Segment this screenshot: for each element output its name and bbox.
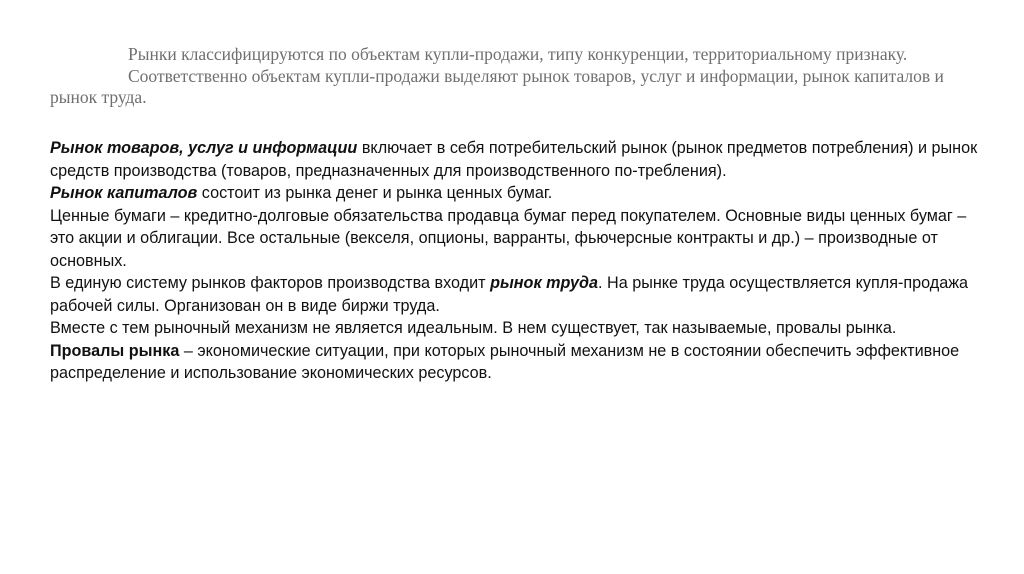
- intro-paragraph-1: Рынки классифицируются по объектам купли-продажи, типу конкуренции, территориальному признаку.: [128, 44, 908, 64]
- labor-market-after: . На рынке труда осуществляется купля-продажа рабочей силы. Организован он в виде биржи труда.: [50, 274, 969, 315]
- capital-market-term: Рынок капиталов: [50, 184, 198, 202]
- intro-text-block: [50, 44, 980, 109]
- securities-paragraph: Ценные бумаги – кредитно-долговые обязательства продавца бумаг перед покупателем. Основные виды ценных бумаг – это акции и облигации. Все остальные (векселя, опционы, варранты, фьючерсные контракты и др.) – производные от основных.: [50, 206, 967, 270]
- labor-market-before: В единую систему рынков факторов производства входит: [50, 274, 491, 292]
- goods-market-text: включает в себя потребительский рынок (рынок предметов потребления) и рынок средств производства (товаров, предназначенных для производственного по-требления).: [50, 139, 978, 180]
- main-text-block: [50, 137, 980, 385]
- goods-market-paragraph: [50, 137, 980, 182]
- market-failures-paragraph: [50, 340, 980, 385]
- capital-market-paragraph: [50, 182, 980, 205]
- labor-market-paragraph: [50, 272, 980, 317]
- labor-market-term: рынок труда: [490, 274, 599, 292]
- market-failures-term: Провалы рынка: [50, 341, 180, 360]
- market-mechanism-paragraph: Вместе с тем рыночный механизм не является идеальным. В нем существует, так называемые, провалы рынка.: [50, 319, 897, 337]
- market-failures-text: – экономические ситуации, при которых рыночный механизм не в состоянии обеспечить эффективное распределение и использование экономических ресурсов.: [50, 341, 960, 382]
- goods-market-term: Рынок товаров, услуг и информации: [50, 139, 358, 157]
- capital-market-text: состоит из рынка денег и рынка ценных бумаг.: [197, 184, 553, 202]
- intro-paragraph-2: Соответственно объектам купли-продажи выделяют рынок товаров, услуг и информации, рынок капиталов и рынок труда.: [50, 65, 944, 107]
